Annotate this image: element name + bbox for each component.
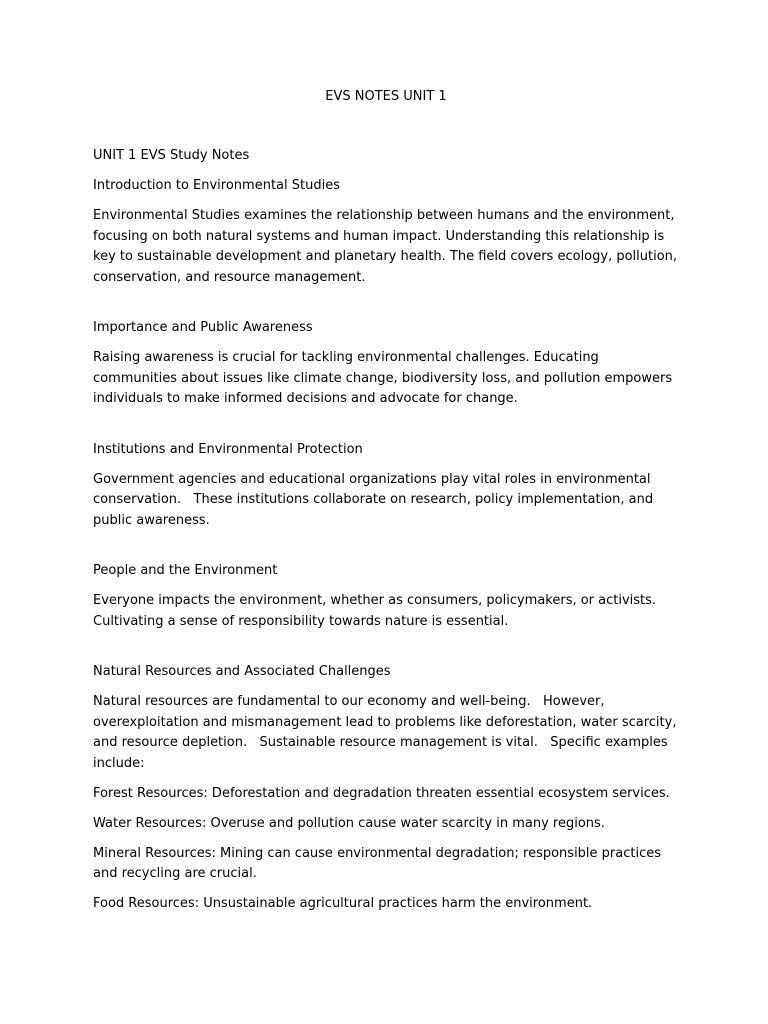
body-paragraph: Environmental Studies examines the relationship between humans and the environment, focusing on both natural systems and human impact. Understanding this relationship is key to sustainable development and planetary health. The field covers ecology, pollution, conservation, and resource management.: [93, 208, 682, 285]
body-paragraph: Natural resources are fundamental to our economy and well-being. However, overexploitation and mismanagement lead to problems like deforestation, water scarcity, and resource depletion. Sustainable resource management is vital. Specific examples include:: [93, 694, 681, 771]
section-heading: Institutions and Environmental Protection: [93, 441, 363, 457]
body-paragraph: Raising awareness is crucial for tackling environmental challenges. Educating communities about issues like climate change, biodiversity loss, and pollution empowers individuals to make informed decisions and advocate for change.: [93, 350, 677, 406]
section-heading: People and the Environment: [93, 563, 278, 578]
section-institutions: [93, 440, 683, 532]
resource-item-food: Food Resources: Unsustainable agricultural practices harm the environment.: [93, 896, 593, 911]
section-heading: Natural Resources and Associated Challenges: [93, 664, 391, 679]
notes-heading: UNIT 1 EVS Study Notes: [93, 148, 250, 163]
section-introduction: [93, 146, 683, 288]
section-people: [93, 561, 683, 632]
body-paragraph: Government agencies and educational organizations play vital roles in environmental conservation. These institutions collaborate on research, policy implementation, and public awareness.: [93, 471, 658, 528]
resource-item-forest: Forest Resources: Deforestation and degradation threaten essential ecosystem services.: [93, 785, 670, 801]
section-natural-resources: [93, 662, 683, 915]
body-paragraph: Everyone impacts the environment, whether as consumers, policymakers, or activists. Cultivating a sense of responsibility towards nature is essential.: [93, 593, 661, 629]
document-body: [93, 146, 683, 924]
document-title: EVS NOTES UNIT 1: [325, 89, 447, 104]
resource-item-water: Water Resources: Overuse and pollution cause water scarcity in many regions.: [93, 815, 605, 831]
section-heading: Introduction to Environmental Studies: [93, 178, 340, 193]
resource-item-mineral: Mineral Resources: Mining can cause environmental degradation; responsible practices and recycling are crucial.: [93, 845, 666, 881]
section-heading: Importance and Public Awareness: [93, 320, 313, 335]
section-public-awareness: [93, 318, 683, 410]
